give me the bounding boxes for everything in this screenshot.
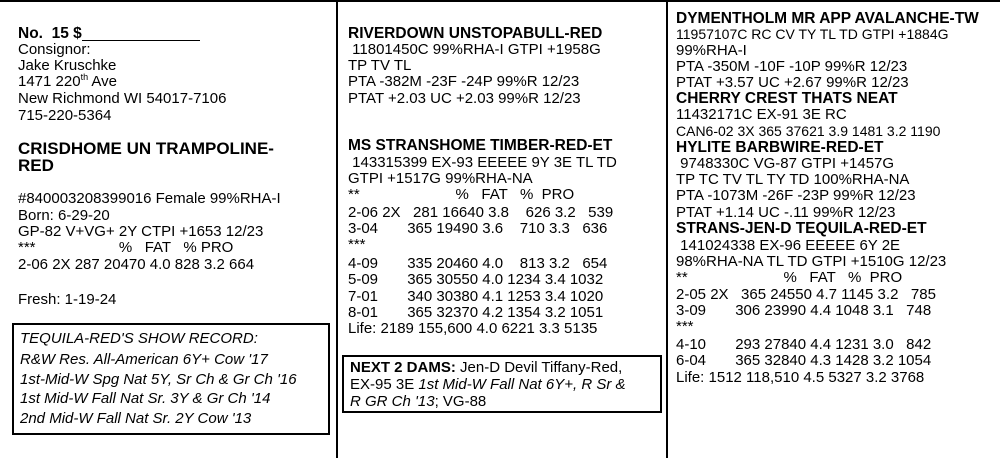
- dam-record-row: 5-09 365 30550 4.0 1234 3.4 1032: [348, 271, 604, 288]
- pedigree-name: CHERRY CREST THATS NEAT: [676, 90, 898, 107]
- column-divider-2: [666, 0, 668, 458]
- price-blank: [82, 27, 200, 41]
- consignor-phone: 715-220-5364: [18, 107, 112, 124]
- pedigree-record-row: 4-10 293 27840 4.4 1231 3.0 842: [676, 336, 932, 353]
- pedigree-line: CAN6-02 3X 365 37621 3.9 1481 3.2 1190: [676, 123, 941, 139]
- animal-born: Born: 6-29-20: [18, 207, 110, 224]
- pedigree-record-row: 3-09 306 23990 4.4 1048 3.1 748: [676, 302, 932, 319]
- pedigree-line: PTAT +1.14 UC -.11 99%R 12/23: [676, 204, 896, 221]
- top-rule: [0, 0, 1000, 2]
- pedigree-name: DYMENTHOLM MR APP AVALANCHE-TW: [676, 10, 979, 27]
- pedigree-line: 9748330C VG-87 GTPI +1457G: [676, 155, 895, 172]
- next-dams-line: NEXT 2 DAMS: Jen-D Devil Tiffany-Red,: [350, 359, 623, 376]
- next-dams-line: EX-95 3E 1st Mid-W Fall Nat 6Y+, R Sr &: [350, 376, 626, 393]
- pedigree-line: TP TC TV TL TY TD 100%RHA-NA: [676, 171, 910, 188]
- show-record-title: TEQUILA-RED'S SHOW RECORD:: [20, 330, 258, 347]
- animal-classification: GP-82 V+VG+ 2Y CTPI +1653 12/23: [18, 223, 264, 240]
- dam-record-header: ** % FAT % PRO: [348, 186, 575, 203]
- next-dams-box: [342, 355, 662, 413]
- show-record-line: 1st Mid-W Fall Nat Sr. 3Y & Gr Ch '14: [20, 390, 271, 407]
- pedigree-record-separator: ***: [676, 318, 694, 335]
- dam-record-row: 7-01 340 30380 4.1 1253 3.4 1020: [348, 288, 604, 305]
- lot-number: No. 15 $: [18, 26, 200, 41]
- pedigree-line: PTA -350M -10F -10P 99%R 12/23: [676, 58, 908, 75]
- pedigree-line: PTAT +3.57 UC +2.67 99%R 12/23: [676, 74, 909, 91]
- column-divider-1: [336, 0, 338, 458]
- dam-record-row: 8-01 365 32370 4.2 1354 3.2 1051: [348, 304, 604, 321]
- pedigree-line: PTA -1073M -26F -23P 99%R 12/23: [676, 187, 916, 204]
- animal-record-header: *** % FAT % PRO: [18, 239, 234, 256]
- show-record-line: R&W Res. All-American 6Y+ Cow '17: [20, 351, 268, 368]
- pedigree-record-header: ** % FAT % PRO: [676, 269, 903, 286]
- dam-line: GTPI +1517G 99%RHA-NA: [348, 170, 533, 187]
- pedigree-name: HYLITE BARBWIRE-RED-ET: [676, 139, 884, 156]
- dam-record-row: 3-04 365 19490 3.6 710 3.3 636: [348, 220, 608, 237]
- animal-name: CRISDHOME UN TRAMPOLINE-: [18, 139, 274, 158]
- next-dams-line: R GR Ch '13; VG-88: [350, 393, 487, 410]
- dam-record-separator: ***: [348, 236, 366, 253]
- animal-record: 2-06 2X 287 20470 4.0 828 3.2 664: [18, 256, 255, 273]
- pedigree-line: 98%RHA-NA TL TD GTPI +1510G 12/23: [676, 253, 947, 270]
- pedigree-line: 11957107C RC CV TY TL TD GTPI +1884G: [676, 26, 949, 42]
- dam-lifetime: Life: 2189 155,600 4.0 6221 3.3 5135: [348, 320, 598, 337]
- dam-line: 143315399 EX-93 EEEEE 9Y 3E TL TD: [348, 154, 617, 171]
- pedigree-line: 99%RHA-I: [676, 42, 747, 59]
- pedigree-record-row: 6-04 365 32840 4.3 1428 3.2 1054: [676, 352, 932, 369]
- sire-line: TP TV TL: [348, 57, 412, 74]
- animal-fresh-date: Fresh: 1-19-24: [18, 291, 117, 308]
- dam-record-row: 2-06 2X 281 16640 3.8 626 3.2 539: [348, 204, 614, 221]
- sire-name: RIVERDOWN UNSTOPABULL-RED: [348, 25, 603, 42]
- consignor-label: Consignor:: [18, 41, 91, 58]
- dam-record-row: 4-09 335 20460 4.0 813 3.2 654: [348, 255, 608, 272]
- consignor-city: New Richmond WI 54017-7106: [18, 90, 227, 107]
- animal-id: #840003208399016 Female 99%RHA-I: [18, 190, 281, 207]
- dam-name: MS STRANSHOME TIMBER-RED-ET: [348, 137, 613, 154]
- show-record-line: 1st-Mid-W Spg Nat 5Y, Sr Ch & Gr Ch '16: [20, 371, 297, 388]
- animal-name-cont: RED: [18, 156, 54, 175]
- consignor-name: Jake Kruschke: [18, 57, 117, 74]
- show-record-line: 2nd Mid-W Fall Nat Sr. 2Y Cow '13: [20, 410, 252, 427]
- consignor-address: 1471 220th Ave: [18, 72, 118, 90]
- pedigree-line: 11432171C EX-91 3E RC: [676, 106, 847, 123]
- sire-line: PTAT +2.03 UC +2.03 99%R 12/23: [348, 90, 581, 107]
- pedigree-line: 141024338 EX-96 EEEEE 6Y 2E: [676, 237, 901, 254]
- sire-line: 11801450C 99%RHA-I GTPI +1958G: [348, 41, 601, 58]
- show-record-box: [12, 323, 330, 435]
- pedigree-record-row: 2-05 2X 365 24550 4.7 1145 3.2 785: [676, 286, 936, 303]
- pedigree-name: STRANS-JEN-D TEQUILA-RED-ET: [676, 220, 927, 237]
- pedigree-lifetime: Life: 1512 118,510 4.5 5327 3.2 3768: [676, 369, 925, 386]
- sire-line: PTA -382M -23F -24P 99%R 12/23: [348, 73, 580, 90]
